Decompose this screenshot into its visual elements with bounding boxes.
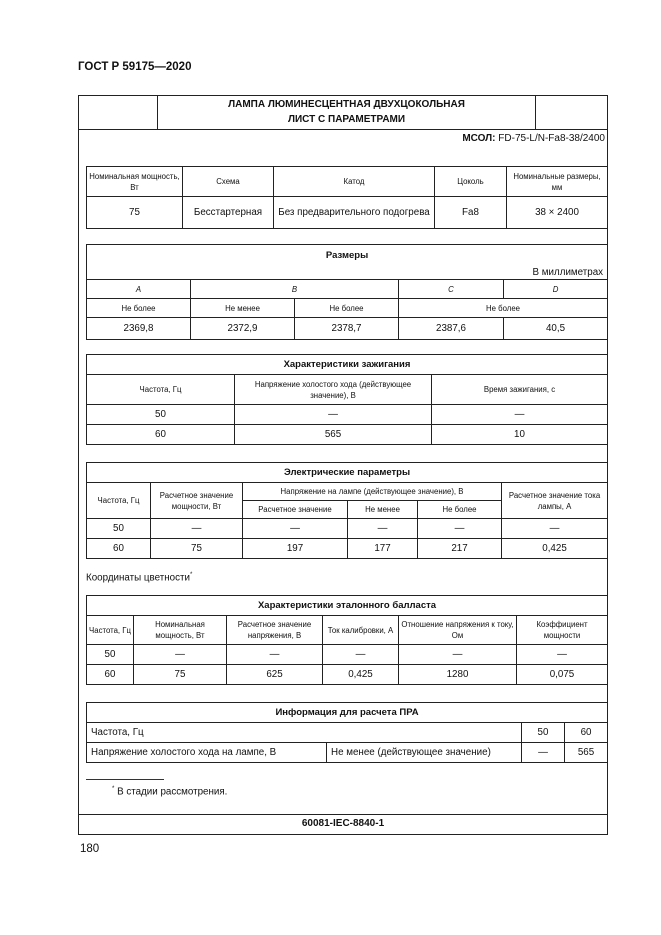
- standard-number: ГОСТ Р 59175—2020: [78, 61, 192, 73]
- ballast-title: Характеристики эталонного балласта: [87, 596, 608, 616]
- dim-value-a: 2369,8: [87, 318, 191, 340]
- pra-voltage-value-2: 565: [565, 743, 608, 763]
- electrical-cell: 60: [87, 539, 151, 559]
- electrical-cell: 75: [151, 539, 243, 559]
- title-divider-right: [535, 95, 536, 130]
- ignition-cell: —: [432, 405, 608, 425]
- ignition-header-time: Время зажигания, с: [432, 375, 608, 405]
- footnote: [112, 786, 227, 797]
- main-value-cathode: Без предварительного подогрева: [274, 197, 435, 229]
- electrical-cell: 197: [243, 539, 348, 559]
- ignition-cell: 565: [235, 425, 432, 445]
- electrical-table: [86, 462, 608, 559]
- main-header-scheme: Схема: [183, 167, 274, 197]
- main-header-cathode: Катод: [274, 167, 435, 197]
- electrical-cell: 0,425: [502, 539, 608, 559]
- dimensions-unit: В миллиметрах: [87, 266, 608, 280]
- footnote-text: В стадии рассмотрения.: [117, 786, 228, 798]
- sheet-title-line1: ЛАМПА ЛЮМИНЕСЦЕНТНАЯ ДВУХЦОКОЛЬНАЯ: [228, 99, 465, 110]
- electrical-cell: —: [243, 519, 348, 539]
- footnote-mark: *: [189, 572, 193, 578]
- mcol-designation: [300, 133, 605, 144]
- main-value-scheme: Бесстартерная: [183, 197, 274, 229]
- electrical-cell: 177: [348, 539, 418, 559]
- dim-col-a: A: [87, 280, 191, 299]
- dim-limit-b2: Не более: [295, 299, 399, 318]
- dim-col-c: C: [399, 280, 504, 299]
- mcol-label: МСОЛ:: [462, 133, 496, 144]
- ballast-cell: 0,425: [323, 665, 399, 685]
- color-coordinates-text: Координаты цветности: [86, 572, 190, 584]
- ballast-cell: 625: [227, 665, 323, 685]
- ballast-table: [86, 595, 608, 685]
- ballast-cell: —: [399, 645, 517, 665]
- main-parameters-table: [86, 166, 608, 229]
- ignition-cell: —: [235, 405, 432, 425]
- page-number: 180: [80, 843, 100, 855]
- dim-limit-b1: Не менее: [191, 299, 295, 318]
- electrical-cell: 217: [418, 539, 502, 559]
- color-coordinates-label: [86, 572, 192, 583]
- pra-frequency-value-2: 60: [565, 723, 608, 743]
- ballast-cell: —: [134, 645, 227, 665]
- ignition-title: Характеристики зажигания: [87, 355, 608, 375]
- dim-value-b1: 2372,9: [191, 318, 295, 340]
- electrical-header-voltage: Напряжение на лампе (действующее значение), В: [243, 483, 502, 501]
- ballast-header-ratio: Отношение напряжения к току, Ом: [399, 616, 517, 645]
- document-code: 60081-IEC-8840-1: [301, 818, 385, 829]
- pra-title: Информация для расчета ПРА: [87, 703, 608, 723]
- dim-col-d: D: [504, 280, 608, 299]
- ballast-header-voltage: Расчетное значение напряжения, В: [227, 616, 323, 645]
- ballast-cell: —: [227, 645, 323, 665]
- ballast-cell: —: [517, 645, 608, 665]
- electrical-header-frequency: Частота, Гц: [87, 483, 151, 519]
- electrical-cell: —: [151, 519, 243, 539]
- main-value-dimensions: 38 × 2400: [507, 197, 608, 229]
- main-header-base: Цоколь: [435, 167, 507, 197]
- sheet-title-line2: ЛИСТ С ПАРАМЕТРАМИ: [287, 114, 406, 125]
- ballast-header-power: Номинальная мощность, Вт: [134, 616, 227, 645]
- pra-info-table: [86, 702, 608, 763]
- ballast-cell: 1280: [399, 665, 517, 685]
- ballast-header-power-factor: Коэффициент мощности: [517, 616, 608, 645]
- dim-limit-a: Не более: [87, 299, 191, 318]
- sheet-title: [158, 97, 535, 127]
- dimensions-title: Размеры: [87, 245, 608, 266]
- ignition-cell: 60: [87, 425, 235, 445]
- ballast-cell: —: [323, 645, 399, 665]
- electrical-cell: —: [502, 519, 608, 539]
- electrical-cell: —: [418, 519, 502, 539]
- dim-value-d: 40,5: [504, 318, 608, 340]
- main-value-base: Fa8: [435, 197, 507, 229]
- dim-col-b: B: [191, 280, 399, 299]
- ignition-cell: 10: [432, 425, 608, 445]
- electrical-cell: —: [348, 519, 418, 539]
- electrical-title: Электрические параметры: [87, 463, 608, 483]
- dim-value-b2: 2378,7: [295, 318, 399, 340]
- pra-voltage-label: Напряжение холостого хода на лампе, В: [87, 743, 327, 763]
- electrical-header-power: Расчетное значение мощности, Вт: [151, 483, 243, 519]
- dim-limit-cd: Не более: [399, 299, 608, 318]
- main-header-dimensions: Номинальные размеры, мм: [507, 167, 608, 197]
- ballast-cell: 0,075: [517, 665, 608, 685]
- bottom-divider: [78, 814, 608, 815]
- dim-value-c: 2387,6: [399, 318, 504, 340]
- electrical-sub-calculated: Расчетное значение: [243, 501, 348, 519]
- electrical-sub-min: Не менее: [348, 501, 418, 519]
- mcol-value: FD-75-L/N-Fa8-38/2400: [498, 133, 605, 144]
- main-header-power: Номинальная мощность, Вт: [87, 167, 183, 197]
- ignition-header-voltage: Напряжение холостого хода (действующее значение), В: [235, 375, 432, 405]
- ballast-cell: 75: [134, 665, 227, 685]
- pra-voltage-value-1: —: [522, 743, 565, 763]
- ballast-cell: 60: [87, 665, 134, 685]
- ballast-header-frequency: Частота, Гц: [87, 616, 134, 645]
- dimensions-table: [86, 244, 608, 340]
- pra-frequency-value-1: 50: [522, 723, 565, 743]
- electrical-sub-max: Не более: [418, 501, 502, 519]
- ballast-header-current: Ток калибровки, А: [323, 616, 399, 645]
- ballast-cell: 50: [87, 645, 134, 665]
- main-value-power: 75: [87, 197, 183, 229]
- ignition-cell: 50: [87, 405, 235, 425]
- electrical-cell: 50: [87, 519, 151, 539]
- footnote-mark: *: [112, 786, 115, 792]
- pra-voltage-condition: Не менее (действующее значение): [327, 743, 522, 763]
- footnote-separator: [86, 779, 164, 780]
- electrical-header-current: Расчетное значение тока лампы, А: [502, 483, 608, 519]
- ignition-header-frequency: Частота, Гц: [87, 375, 235, 405]
- ignition-table: [86, 354, 608, 445]
- pra-frequency-label: Частота, Гц: [87, 723, 522, 743]
